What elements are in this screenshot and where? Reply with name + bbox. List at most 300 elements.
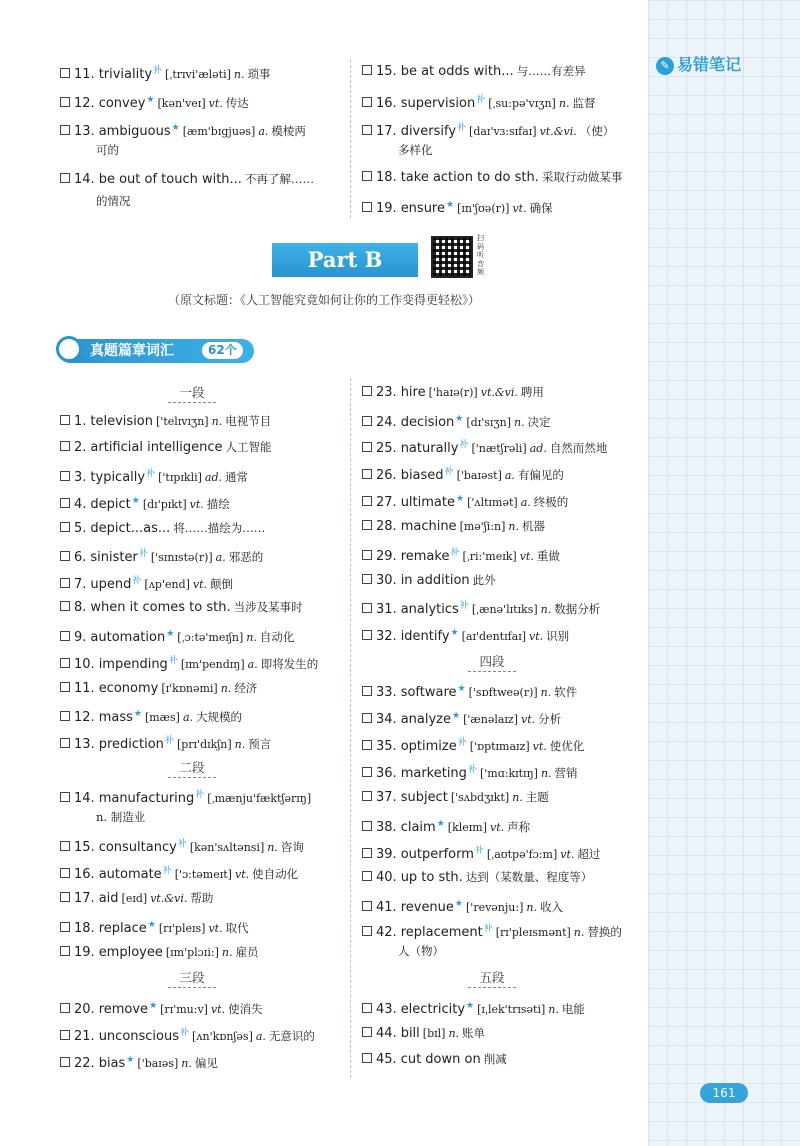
entry-pos: n. [246, 631, 257, 644]
entry-number: 12. [74, 96, 95, 111]
entry-pos: n. [267, 841, 278, 854]
entry-phonetic: [kən'veɪ] [157, 97, 206, 110]
checkbox[interactable] [60, 551, 70, 561]
vocab-entry [60, 545, 263, 567]
entry-phonetic: [ɪ'kɒnəmi] [161, 682, 218, 695]
entry-phonetic: [ˌri:'meɪk] [462, 550, 517, 563]
checkbox[interactable] [362, 65, 372, 75]
entry-word: automate [98, 867, 162, 882]
entry-phonetic: [ˌaʊtpə'fɔ:m] [486, 848, 558, 861]
entry-phonetic: [æm'bɪgjuəs] [182, 125, 256, 138]
vocab-entry [60, 786, 311, 808]
entry-word: analytics [400, 602, 459, 617]
entry-mark: ★ [131, 496, 140, 506]
entry-phonetic: ['telɪvɪʒn] [156, 415, 209, 428]
checkbox[interactable] [60, 1057, 70, 1067]
entry-word: software [400, 685, 457, 700]
checkbox[interactable] [362, 791, 372, 801]
entry-meaning: 预言 [248, 737, 272, 751]
entry-number: 11. [74, 681, 95, 696]
entry-word: cut down on [400, 1052, 481, 1067]
entry-number: 32. [376, 629, 397, 644]
vocab-entry [60, 997, 263, 1019]
entry-phonetic: ['mɑ:kɪtɪŋ] [479, 767, 538, 780]
entry-number: 23. [376, 385, 397, 400]
entry-word: manufacturing [98, 791, 195, 806]
checkbox[interactable] [60, 68, 70, 78]
checkbox[interactable] [362, 1027, 372, 1037]
checkbox[interactable] [60, 415, 70, 425]
entry-number: 28. [376, 519, 397, 534]
checkbox[interactable] [362, 496, 372, 506]
entry-mark: 补 [180, 1028, 190, 1038]
entry-mark: ★ [450, 628, 459, 638]
vocab-entry [362, 815, 530, 837]
checkbox[interactable] [60, 682, 70, 692]
entry-number: 37. [376, 790, 397, 805]
entry-meaning: 颠倒 [210, 577, 234, 591]
entry-meaning: 软件 [554, 685, 578, 699]
entry-mark: ★ [146, 95, 155, 105]
entry-meaning: 使自动化 [252, 867, 299, 881]
entry-word: mass [98, 710, 133, 725]
vocab-entry [362, 168, 622, 187]
entry-number: 44. [376, 1026, 397, 1041]
vocab-entry [362, 707, 561, 729]
entry-phonetic: [ˌænə'lɪtɪks] [471, 603, 538, 616]
entry-word: unconscious [98, 1029, 180, 1044]
vocab-entry [60, 1051, 218, 1073]
checkbox[interactable] [362, 202, 372, 212]
entry-number: 24. [376, 415, 397, 430]
checkbox[interactable] [362, 821, 372, 831]
entry-meaning: 自然而然地 [549, 441, 608, 455]
qr-code[interactable] [431, 236, 473, 278]
entry-meaning: 有偏见的 [517, 468, 564, 482]
entry-mark: ★ [457, 684, 466, 694]
checkbox[interactable] [362, 574, 372, 584]
entry-word: sinister [90, 550, 138, 565]
entry-number: 36. [376, 766, 397, 781]
entry-meaning: 确保 [529, 201, 553, 215]
pen-icon: ✎ [656, 57, 674, 75]
entry-phonetic: ['nætʃrəli] [471, 442, 527, 455]
vocab-entry [362, 119, 614, 141]
entry-number: 7. [74, 577, 87, 592]
checkbox[interactable] [60, 922, 70, 932]
entry-number: 38. [376, 820, 397, 835]
entry-phonetic: ['sʌbdʒɪkt] [450, 791, 510, 804]
entry-word: typically [90, 470, 146, 485]
entry-word: convey [98, 96, 146, 111]
checkbox[interactable] [362, 442, 372, 452]
checkbox[interactable] [362, 901, 372, 911]
checkbox[interactable] [60, 173, 70, 183]
entry-phonetic: [bɪl] [422, 1027, 446, 1040]
entry-word: employee [98, 945, 163, 960]
entry-phonetic: ['sɒftweə(r)] [468, 686, 538, 699]
entry-phonetic: [mə'ʃi:n] [459, 520, 506, 533]
entry-word: aid [98, 891, 119, 906]
entry-number: 39. [376, 847, 397, 862]
checkbox[interactable] [362, 97, 372, 107]
entry-mark: ★ [149, 1001, 158, 1011]
entry-number: 17. [74, 891, 95, 906]
entry-mark: ★ [126, 1055, 135, 1065]
vocab-entry [362, 463, 564, 485]
checkbox[interactable] [362, 926, 372, 936]
entry-word: be out of touch with... [98, 172, 242, 187]
checkbox[interactable] [60, 1003, 70, 1013]
vocab-entry [362, 1024, 485, 1043]
entry-number: 15. [74, 840, 95, 855]
vocab-entry [60, 679, 257, 698]
entry-number: 21. [74, 1029, 95, 1044]
entry-mark: 补 [467, 765, 477, 775]
entry-meaning: 通常 [225, 470, 249, 484]
entry-word: marketing [400, 766, 467, 781]
vocab-entry [362, 597, 600, 619]
entry-mark: ★ [133, 709, 142, 719]
entry-phonetic: [dɪ'sɪʒn] [466, 416, 511, 429]
entry-number: 5. [74, 521, 87, 536]
entry-mark: 补 [476, 95, 486, 105]
entry-meaning: 描绘 [206, 497, 230, 511]
column-divider-main [350, 378, 351, 1078]
entry-pos: vt.&vi. [539, 125, 577, 138]
entry-mark: ★ [171, 123, 180, 133]
entry-meaning: 雇员 [235, 945, 259, 959]
entry-meaning: 此外 [472, 573, 496, 587]
entry-continuation: n. 制造业 [96, 810, 146, 824]
entry-meaning: 电能 [561, 1002, 585, 1016]
checkbox[interactable] [60, 792, 70, 802]
entry-pos: n. [540, 767, 552, 780]
entry-number: 4. [74, 497, 87, 512]
checkbox[interactable] [60, 1030, 70, 1040]
entry-number: 27. [376, 495, 397, 510]
entry-pos: n. [573, 926, 585, 939]
vocab-entry [362, 997, 585, 1019]
vocab-entry [60, 1024, 315, 1046]
column-divider-top [350, 60, 351, 218]
entry-phonetic: ['ʌltɪmət] [467, 496, 518, 509]
entry-meaning: 终极的 [533, 495, 569, 509]
entry-pos: vt. [532, 740, 547, 753]
entry-word: triviality [98, 67, 153, 82]
entry-mark: 补 [177, 839, 187, 849]
entry-word: hire [400, 385, 426, 400]
entry-number: 3. [74, 470, 87, 485]
vocab-entry [362, 920, 622, 942]
vocab-entry [60, 889, 213, 908]
checkbox[interactable] [362, 386, 372, 396]
checkbox[interactable] [362, 520, 372, 530]
vocab-entry [362, 788, 549, 807]
page-number: 161 [700, 1083, 748, 1103]
vocab-entry [362, 490, 568, 512]
entry-meaning: 达到（某数量、程度等） [465, 870, 593, 884]
checkbox[interactable] [60, 892, 70, 902]
entry-pos: n. [220, 682, 232, 695]
entry-number: 2. [74, 440, 87, 455]
checkbox[interactable] [362, 686, 372, 696]
entry-number: 17. [376, 124, 397, 139]
entry-meaning: 无意识的 [268, 1029, 315, 1043]
entry-phonetic: [ˌsu:pə'vɪʒn] [488, 97, 556, 110]
checkbox[interactable] [362, 767, 372, 777]
entry-meaning: 采取行动做某事 [541, 170, 623, 184]
entry-meaning: 人工智能 [225, 440, 272, 454]
entry-mark: ★ [454, 899, 463, 909]
entry-meaning: 机器 [522, 519, 545, 533]
entry-word: diversify [400, 124, 457, 139]
entry-word: replacement [400, 925, 483, 940]
checkbox[interactable] [362, 171, 372, 181]
entry-meaning: 与……有差异 [516, 64, 586, 78]
checkbox[interactable] [362, 713, 372, 723]
entry-continuation: 可的 [96, 143, 119, 157]
entry-meaning: 分析 [538, 712, 562, 726]
entry-meaning: 监督 [572, 96, 596, 110]
vocab-entry [60, 119, 306, 141]
entry-phonetic: ['sɪnɪstə(r)] [150, 551, 213, 564]
entry-mark: 补 [483, 924, 493, 934]
entry-mark: 补 [459, 440, 469, 450]
entry-phonetic: [daɪ'vɜ:sɪfaɪ] [469, 125, 537, 138]
magnifier-icon [56, 336, 82, 362]
vocab-entry [60, 862, 298, 884]
entry-phonetic: [ʌn'kɒnʃəs] [192, 1030, 253, 1043]
entry-mark: 补 [146, 469, 156, 479]
entry-word: bill [400, 1026, 420, 1041]
section-header: 真题篇章词汇 62个 [58, 339, 254, 363]
checkbox[interactable] [362, 1003, 372, 1013]
entry-pos: a. [255, 1030, 266, 1043]
entry-word: electricity [400, 1002, 466, 1017]
checkbox[interactable] [60, 946, 70, 956]
vocab-entry [60, 625, 294, 647]
entry-mark: 补 [195, 790, 205, 800]
checkbox[interactable] [362, 416, 372, 426]
entry-meaning: 咨询 [280, 840, 304, 854]
entry-word: up to sth. [400, 870, 463, 885]
entry-pos: vt. [210, 1003, 226, 1016]
entry-number: 14. [74, 172, 95, 187]
entry-pos: vt. [512, 202, 527, 215]
entry-meaning: 重做 [536, 549, 560, 563]
entry-phonetic: ['revənju:] [466, 901, 524, 914]
entry-meaning: 数据分析 [554, 602, 601, 616]
checkbox[interactable] [362, 740, 372, 750]
entry-meaning: 识别 [546, 629, 570, 643]
vocab-entry [362, 410, 551, 432]
entry-pos: vt. [189, 498, 204, 511]
checkbox[interactable] [362, 550, 372, 560]
checkbox[interactable] [60, 97, 70, 107]
entry-meaning: 替换的 [587, 925, 622, 939]
entry-word: consultancy [98, 840, 177, 855]
entry-pos: n. [548, 1003, 559, 1016]
checkbox[interactable] [362, 1053, 372, 1063]
entry-number: 18. [74, 921, 95, 936]
checkbox[interactable] [60, 125, 70, 135]
entry-pos: vt. [234, 868, 250, 881]
checkbox[interactable] [362, 630, 372, 640]
entry-number: 19. [376, 201, 397, 216]
entry-phonetic: [rɪ'pleɪs] [158, 922, 206, 935]
entry-number: 10. [74, 657, 95, 672]
entry-number: 16. [376, 96, 397, 111]
entry-number: 19. [74, 945, 95, 960]
entry-pos: n. [526, 901, 537, 914]
paragraph-heading: 二段 [162, 758, 222, 778]
checkbox[interactable] [362, 871, 372, 881]
entry-number: 43. [376, 1002, 397, 1017]
checkbox[interactable] [362, 603, 372, 613]
vocab-entry [60, 572, 233, 594]
entry-word: when it comes to sth. [90, 600, 231, 615]
entry-pos: vt. [490, 821, 505, 834]
entry-phonetic: [ɪˌlek'trɪsəti] [477, 1003, 546, 1016]
entry-phonetic: [ʌp'end] [144, 578, 190, 591]
vocab-entry [60, 492, 230, 514]
entry-number: 42. [376, 925, 397, 940]
entry-meaning: 当涉及某事时 [233, 600, 303, 614]
entry-meaning: 使消失 [228, 1002, 263, 1016]
entry-phonetic: ['tɪpɪkli] [158, 471, 202, 484]
entry-pos: n. [221, 946, 233, 959]
entry-word: naturally [400, 441, 459, 456]
source-title: （原文标题：《人工智能究竟如何让你的工作变得更轻松》） [167, 293, 480, 307]
entry-pos: vt. [208, 922, 223, 935]
vocab-entry [60, 170, 314, 189]
entry-phonetic: ['ɔ:təmeɪt] [174, 868, 232, 881]
vocab-entry [362, 383, 544, 402]
entry-meaning: 大规模的 [196, 710, 243, 724]
vocab-entry [362, 842, 600, 864]
entry-mark: ★ [452, 711, 461, 721]
vocab-entry [362, 517, 545, 536]
entry-pos: a. [182, 711, 194, 724]
entry-word: supervision [400, 96, 476, 111]
entry-phonetic: [ɪm'pendɪŋ] [180, 658, 245, 671]
entry-number: 6. [74, 550, 87, 565]
checkbox[interactable] [60, 658, 70, 668]
entry-pos: n. [508, 520, 519, 533]
entry-pos: vt. [521, 713, 536, 726]
entry-number: 22. [74, 1056, 95, 1071]
entry-phonetic: [ˌtrɪvi'æləti] [165, 68, 231, 81]
entry-number: 34. [376, 712, 397, 727]
entry-number: 29. [376, 549, 397, 564]
entry-meaning: 声称 [507, 820, 531, 834]
entry-mark: 补 [153, 66, 163, 76]
entry-meaning: 琐事 [247, 67, 271, 81]
vocab-entry [60, 62, 271, 84]
entry-phonetic: ['ænəlaɪz] [463, 713, 519, 726]
entry-pos: n. [233, 68, 245, 81]
entry-mark: 补 [457, 738, 467, 748]
checkbox[interactable] [60, 522, 70, 532]
entry-word: economy [98, 681, 159, 696]
vocab-entry [60, 916, 249, 938]
entry-phonetic: [ˌmænju'fæktʃərɪŋ] [207, 792, 312, 805]
entry-word: bias [98, 1056, 126, 1071]
entry-meaning: 主题 [525, 790, 549, 804]
entry-mark: 补 [138, 549, 148, 559]
checkbox[interactable] [60, 711, 70, 721]
entry-word: ultimate [400, 495, 455, 510]
checkbox[interactable] [60, 868, 70, 878]
paragraph-heading: 一段 [162, 383, 222, 403]
checkbox[interactable] [60, 841, 70, 851]
checkbox[interactable] [60, 441, 70, 451]
entry-number: 31. [376, 602, 397, 617]
entry-mark: ★ [446, 200, 455, 210]
vocab-entry [60, 835, 304, 857]
entry-pos: vt. [519, 550, 534, 563]
entry-word: decision [400, 415, 455, 430]
entry-number: 16. [74, 867, 95, 882]
entry-phonetic: [mæs] [144, 711, 180, 724]
entry-number: 33. [376, 685, 397, 700]
checkbox[interactable] [60, 471, 70, 481]
entry-word: be at odds with... [400, 64, 514, 79]
entry-continuation: 人（物） [398, 944, 444, 958]
checkbox[interactable] [362, 848, 372, 858]
entry-word: analyze [400, 712, 451, 727]
entry-word: remove [98, 1002, 149, 1017]
entry-pos: n. [540, 686, 552, 699]
entry-phonetic: ['ɒptɪmaɪz] [469, 740, 530, 753]
entry-phonetic: ['baɪəs] [137, 1057, 179, 1070]
entry-phonetic: [kən'sʌltənsi] [189, 841, 265, 854]
entry-phonetic: [kleɪm] [447, 821, 488, 834]
entry-mark: ★ [455, 414, 464, 424]
checkbox[interactable] [362, 469, 372, 479]
vocab-entry [362, 62, 586, 81]
checkbox[interactable] [60, 498, 70, 508]
entry-number: 35. [376, 739, 397, 754]
entry-number: 11. [74, 67, 95, 82]
entry-pos: a. [520, 496, 531, 509]
entry-number: 15. [376, 64, 397, 79]
checkbox[interactable] [60, 738, 70, 748]
checkbox[interactable] [60, 631, 70, 641]
vocab-entry [362, 544, 560, 566]
entry-number: 9. [74, 630, 87, 645]
entry-pos: vt. [560, 848, 575, 861]
entry-number: 40. [376, 870, 397, 885]
checkbox[interactable] [362, 125, 372, 135]
checkbox[interactable] [60, 578, 70, 588]
entry-mark: 补 [444, 467, 454, 477]
entry-phonetic: ['haɪə(r)] [428, 386, 478, 399]
entry-word: replace [98, 921, 147, 936]
vocab-entry [60, 652, 318, 674]
entry-pos: n. [540, 603, 552, 616]
entry-meaning: 决定 [527, 415, 551, 429]
entry-meaning: 使优化 [549, 739, 585, 753]
vocab-entry [362, 436, 607, 458]
entry-continuation: 多样化 [398, 143, 433, 157]
entry-pos: n. [234, 738, 246, 751]
entry-mark: ★ [466, 1001, 475, 1011]
checkbox[interactable] [60, 601, 70, 611]
vocab-entry [362, 1050, 507, 1069]
entry-word: remake [400, 549, 450, 564]
